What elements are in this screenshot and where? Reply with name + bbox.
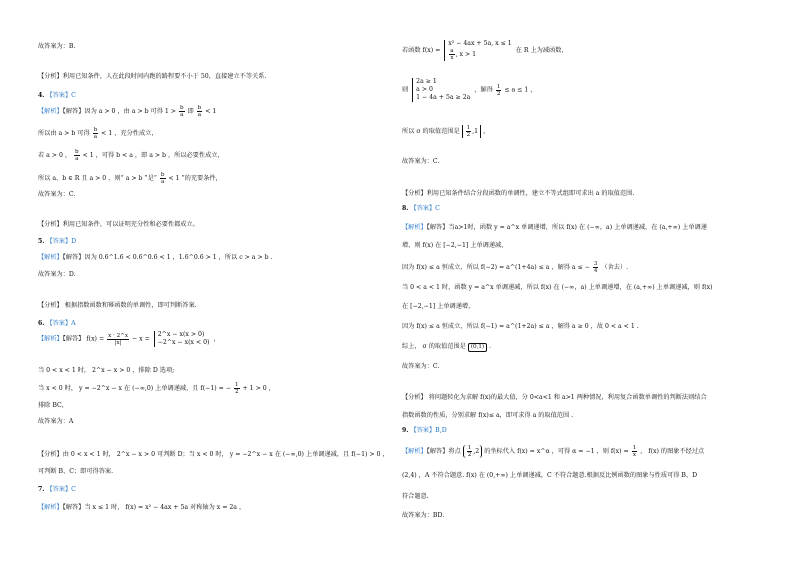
text: 所以由 a > b 可得 — [38, 130, 90, 137]
denominator: 2 — [466, 132, 471, 138]
question-number: 9. — [402, 427, 409, 434]
denominator: a — [75, 156, 79, 162]
text: < 1 ，可得 b < a ，即 a > b ，所以必要性成立， — [82, 152, 224, 159]
q7-solution-line-2 — [402, 40, 568, 61]
fraction — [449, 48, 454, 61]
denominator: 2 — [496, 90, 501, 97]
numerator: b — [197, 105, 202, 111]
denominator: x — [450, 55, 454, 61]
text: < 1 — [205, 108, 217, 115]
question-8-header — [402, 204, 440, 213]
text: 【解答】当 x ≤ 1 时， f(x) = x² − 4ax + 5a 对称轴为 x = 2a ， — [62, 504, 246, 511]
denominator: |x| — [114, 339, 122, 346]
text: 若函数 f(x) = — [402, 47, 441, 54]
q8-solution-line-5: 在 [−2,−1] 上单调递增， — [402, 303, 475, 310]
analysis-tag: 【解析】 — [402, 448, 427, 455]
case-line: a > 0 — [416, 86, 433, 93]
interval — [462, 125, 481, 138]
fraction — [197, 105, 203, 118]
denominator: 2 — [467, 452, 472, 458]
text: 【解答】因为 a > 0 ，由 a > b 可得 1 > — [62, 108, 176, 115]
fraction — [107, 333, 129, 346]
answer-label: 【答案】B,D — [410, 427, 447, 434]
analysis-line: 可判断 B、C；即可得答案. — [38, 468, 114, 475]
numerator: 1 — [496, 83, 501, 90]
analysis-line: 【分析】 根据指数函数和幂函数的单调性，即可判断答案. — [38, 302, 197, 309]
answer-line: 故答案为：C. — [402, 158, 440, 165]
q8-solution-line-6: 因为 f(x) ≤ a 恒成立，所以 f(−1) = a^(1+2a) ≤ a ，解得 a ≥ 0 ，故 0 < a < 1 . — [402, 323, 639, 330]
fraction — [234, 382, 240, 395]
numerator: 1 — [467, 445, 472, 451]
text: , x > 1 — [455, 51, 477, 58]
text: . — [489, 343, 492, 350]
denominator: 2 — [234, 389, 239, 395]
q6-solution-line-1 — [38, 331, 220, 347]
text: 在 R 上为减函数， — [515, 47, 568, 54]
analysis-tag: 【解析】 — [38, 254, 63, 261]
q7-solution-line-4 — [402, 125, 489, 138]
case-line: 1 − 4a + 5a ≥ 2a — [416, 94, 471, 101]
numerator: b — [93, 127, 98, 133]
answer-label: 【答案】A — [46, 320, 76, 327]
answer-label: 【答案】D — [46, 238, 77, 245]
numerator: 3 — [593, 261, 598, 267]
text: 【解答】将点 — [426, 448, 461, 455]
question-5-header — [38, 237, 76, 246]
case-line: −2^x − x(x < 0) — [157, 339, 210, 346]
numerator: b — [179, 105, 184, 111]
fraction — [74, 149, 80, 162]
q9-solution-line-1 — [402, 445, 704, 458]
numerator: 1 — [234, 382, 239, 388]
text: ， f(x) 的图象不经过点 — [640, 448, 705, 455]
analysis-line: 【分析】利用已知条件，人在此段时间内跑的路程要不小于 50，直接建立不等关系. — [38, 73, 267, 80]
q4-solution-line-4 — [38, 172, 222, 185]
text: 【解答】 f(x) = — [62, 335, 105, 343]
question-number: 6. — [38, 320, 45, 327]
text: + 1 > 0 ， — [242, 385, 275, 392]
case-line: x² − 4ax + 5a, x ≤ 1 — [448, 40, 512, 47]
answer-line: 故答案为：A — [38, 418, 74, 425]
analysis-line: 【分析】由 0 < x < 1 时， 2^x − x > 0 可判断 D；当 x < 0 时， y = −2^x − x 在 (−∞,0) 上单调递减，且 f(−1) > 0 ， — [38, 451, 389, 458]
denominator: a — [93, 134, 98, 140]
q9-solution-line-3: 符合题意. — [402, 493, 429, 500]
analysis-line: 【分析】利用已知条件结合分段函数的单调性，建立不等式组即可求出 a 的取值范围. — [402, 190, 635, 197]
q8-solution-line-1 — [402, 223, 707, 232]
text: 综上， σ 的取值范围是 — [402, 343, 466, 350]
question-9-header — [402, 426, 447, 435]
fraction — [467, 445, 473, 458]
analysis-tag: 【解析】 — [402, 224, 427, 231]
numerator: 1 — [632, 445, 637, 451]
fraction — [496, 84, 502, 97]
interval: (0,1) — [468, 343, 487, 352]
answer-label: 【答案】C — [46, 92, 76, 99]
answer-line: 故答案为：BD. — [402, 512, 445, 519]
answer-line: 故答案为：C. — [402, 363, 440, 370]
answer-label: 【答案】C — [46, 486, 76, 493]
q5-solution-line-1 — [38, 253, 273, 262]
text: ,1 — [472, 128, 479, 135]
text: 【解答】当a>1时，函数 y = a^x 单调递增，所以 f(x) 在 (−∞，a) 上单调递减，在 (a,+∞) 上单调递 — [426, 224, 707, 231]
fraction — [632, 445, 638, 458]
q8-solution-line-7 — [402, 342, 491, 352]
fraction — [93, 127, 99, 140]
text: 即 — [187, 108, 194, 115]
text: 所以 σ 的取值范围是 — [402, 128, 460, 135]
numerator: x · 2^x — [108, 332, 128, 339]
point — [463, 445, 482, 458]
fraction — [160, 172, 166, 185]
q4-solution-line-2 — [38, 127, 158, 140]
q9-solution-line-2: (2,4) ，A 不符合题意. f(x) 在 (0,+∞) 上单调递减，C 不符合题意.根据反比例函数的图象与性质可得 B、D — [402, 472, 698, 479]
text: 所以 a、b ∈ R 且 a > 0 ，则“ a > b ”是“ — [38, 175, 157, 182]
text: ， — [213, 335, 220, 343]
numerator: 1 — [466, 125, 471, 131]
q8-solution-line-4: 当 0 < a < 1 时，函数 y = a^x 单调递减，所以 f(x) 在 (−∞，a) 上单调递增，在 (a,+∞) 上单调递减，则 f(x) — [402, 284, 713, 291]
q6-solution-line-2: 当 0 < x < 1 时， 2^x − x > 0 ，排除 D 选项; — [38, 367, 175, 374]
question-number: 5. — [38, 238, 45, 245]
denominator: a — [180, 112, 184, 118]
q7-solution-line-1 — [38, 503, 245, 512]
inequality-system — [412, 78, 470, 102]
q4-solution-line-1 — [38, 105, 216, 118]
question-6-header — [38, 319, 76, 328]
fraction — [593, 261, 599, 274]
numerator: a — [450, 48, 454, 54]
text: ,2 — [473, 448, 480, 455]
denominator: a — [197, 112, 202, 118]
text: 若 a > 0 ， — [38, 152, 72, 159]
case-line: 2a ≥ 1 — [416, 78, 437, 85]
analysis-tag: 【解析】 — [38, 335, 63, 343]
q4-solution-line-3 — [38, 149, 224, 162]
question-number: 4. — [38, 92, 45, 99]
analysis-tag: 【解析】 — [38, 108, 63, 115]
text: 的坐标代入 f(x) = x^α ，可得 α = −1 ，则 f(x) = — [484, 448, 629, 455]
question-number: 7. — [38, 486, 45, 493]
fraction — [179, 105, 185, 118]
q8-solution-line-2: 增，则 f(x) 在 [−2,−1] 上单调递减， — [402, 242, 508, 249]
text: 因为 f(x) ≤ a 恒成立，所以 f(−2) = a^(1+4a) ≤ a ，解得 a ≤ − — [402, 264, 590, 271]
numerator: b — [160, 172, 165, 178]
piecewise-brace — [444, 40, 511, 61]
q6-solution-line-4: 排除 BC， — [38, 402, 68, 409]
answer-line: 故答案为：C. — [38, 191, 76, 198]
analysis-line: 【分析】利用已知条件，可以证明充分性和必要性都成立。 — [38, 221, 199, 228]
text: 则 — [402, 86, 409, 94]
text: （舍去）. — [601, 264, 629, 271]
text: < 1 ，充分性成立， — [101, 130, 158, 137]
piecewise-brace — [154, 331, 210, 347]
question-number: 8. — [402, 205, 409, 212]
text: ≤ a ≤ 1 ， — [504, 86, 537, 94]
analysis-line: 【分析】 将问题转化为求解 f(x)的最大值，分 0<a<1 和 a>1 两种情况，利用复合函数单调性的判断法则结合 — [402, 394, 707, 401]
q6-solution-line-3 — [38, 382, 275, 395]
numerator: b — [75, 149, 79, 155]
analysis-tag: 【解析】 — [38, 504, 63, 511]
text: < 1 ”的充要条件， — [168, 175, 222, 182]
text: − x = — [131, 335, 150, 343]
text: 当 x < 0 时， y = −2^x − x 在 (−∞,0) 上单调递减，且 f(−1) = − — [38, 385, 232, 392]
denominator: 4 — [593, 268, 598, 274]
q7-solution-line-3 — [402, 78, 536, 102]
q8-solution-line-3 — [402, 261, 628, 274]
question-7-header — [38, 485, 76, 494]
analysis-line: 指数函数的性质，分别求解 f(x)≤ a，即可求得 a 的取值范围 . — [402, 412, 574, 419]
text: ， — [483, 128, 490, 135]
answer-line: 故答案为：D. — [38, 271, 76, 278]
text: ，解得 — [474, 86, 493, 94]
question-4-header — [38, 91, 76, 100]
denominator: a — [161, 179, 165, 185]
text: 【解答】因为 0.6^1.6 < 0.6^0.6 < 1 ，1.6^0.6 > 1 ，所以 c > a > b . — [62, 254, 273, 261]
denominator: x — [632, 452, 636, 458]
answer-line: 故答案为：B. — [38, 43, 76, 50]
case-line: 2^x − x(x > 0) — [157, 331, 205, 338]
fraction — [466, 125, 472, 138]
answer-label: 【答案】C — [410, 205, 440, 212]
